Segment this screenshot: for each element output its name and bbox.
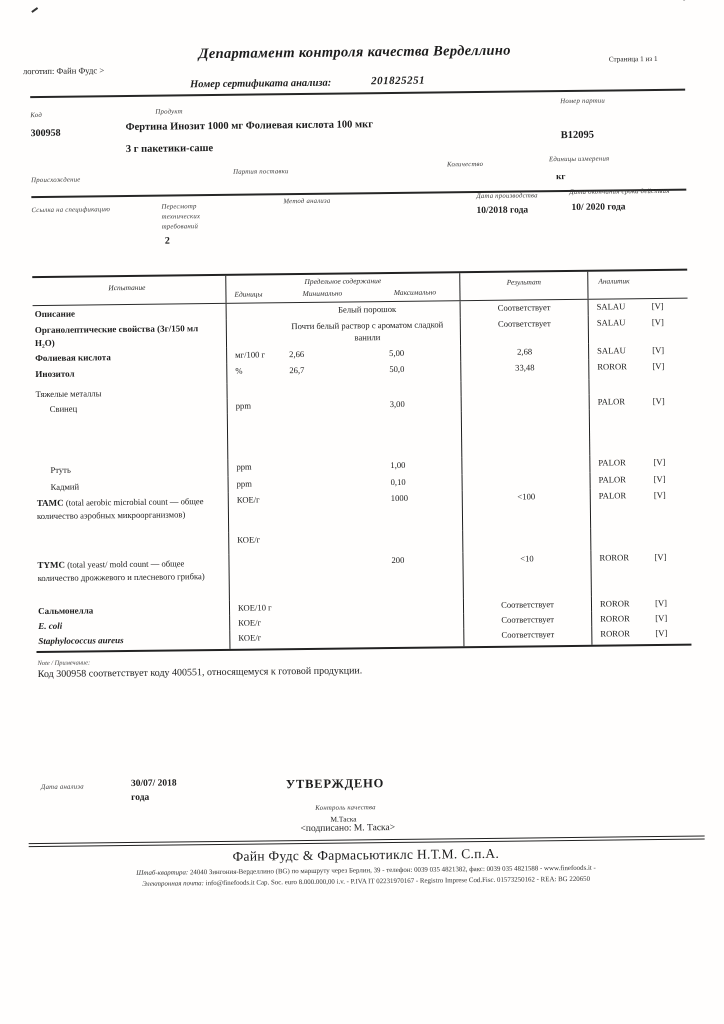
footer-line2 (66, 875, 666, 889)
min-cell: 26,7 (289, 365, 305, 376)
analyst-name: SALAU (597, 345, 626, 356)
page-number: Страница 1 из 1 (608, 54, 658, 64)
certificate-label: Номер сертификата анализа: (190, 77, 332, 91)
limits-cell (227, 411, 462, 460)
analyst-cell (591, 611, 691, 627)
analyst-name: PALOR (597, 396, 626, 407)
col-test: Испытание (108, 282, 146, 293)
supply-batch-label: Партия поставки (233, 168, 289, 176)
limit-text-cell: Почти белый раствор с ароматом сладкой ванили (291, 319, 444, 343)
analyst-cell (588, 359, 688, 380)
min-cell (278, 631, 374, 632)
analyst-cell (589, 409, 690, 456)
revision-value: 2 (164, 235, 170, 247)
method-label: Метод анализа (283, 197, 331, 206)
analyst-name: ROROR (599, 552, 630, 563)
mail-text: info@finefoods.it Cap. Soc. euro 8.000.000,00 i.v. - P.IVA IT 02231970167 - Registro Imprese Cod.Fisc. 01573250162 - REA: BG 220650 (203, 875, 591, 888)
unit-cell: КОЕ/г (238, 632, 262, 644)
product-label: Продукт (155, 108, 183, 116)
qc-label: Контроль качества (315, 804, 376, 812)
max-cell (374, 600, 463, 601)
test-name: Органолептические свойства (3г/150 мл H₂O) (34, 323, 199, 349)
col-unit: Единицы (234, 289, 263, 299)
exp-date-value: 10/ 2020 года (571, 202, 626, 213)
analysis-date-label: Дата анализа (40, 783, 84, 792)
analysis-date-year: года (131, 792, 150, 803)
unit-cell: КОЕ/г (238, 617, 262, 628)
check-mark: [V] (651, 300, 664, 312)
test-name: Инозитол (35, 368, 75, 380)
max-cell: 0,10 (390, 477, 406, 488)
limits-cell (228, 490, 462, 533)
max-cell: 200 (391, 555, 405, 566)
check-mark: [V] (653, 474, 666, 485)
scan-mark (683, 0, 689, 1)
result-cell: <100 (462, 489, 590, 530)
test-name (34, 414, 228, 462)
result-cell (460, 380, 588, 396)
check-mark: [V] (653, 457, 666, 468)
test-name: Свинец (49, 403, 78, 415)
analyst-name: ROROR (599, 598, 630, 609)
test-name: Staphylococcus aureus (38, 635, 124, 647)
analyst-name: ROROR (600, 628, 630, 639)
qc-name: М.Таска (330, 814, 357, 824)
min-cell (276, 414, 372, 415)
analyst-cell (588, 315, 688, 344)
min-cell (277, 555, 373, 566)
min-cell: 2,66 (289, 349, 305, 360)
unit-label: Единицы измерения (548, 155, 610, 164)
unit-cell: мг/100 г (235, 349, 266, 360)
result-cell: 33,48 (460, 360, 588, 381)
max-cell: 3,00 (389, 398, 405, 410)
check-mark: [V] (651, 316, 664, 328)
unit-cell: ppm (236, 461, 252, 472)
min-cell (278, 601, 374, 602)
result-cell: 2,68 (460, 344, 588, 361)
batch-label: Номер партии (560, 97, 606, 106)
test-name: Сальмонелла (37, 605, 94, 617)
analyst-cell (591, 626, 691, 645)
min-cell (276, 460, 372, 471)
test-name: Тяжелые металлы (35, 388, 102, 400)
max-cell (373, 532, 462, 533)
table-row (34, 409, 689, 462)
result-cell: Соответствует (463, 597, 591, 613)
test-name (35, 533, 228, 557)
max-cell (374, 630, 463, 631)
min-cell (277, 477, 373, 488)
hq-label: Штаб-квартира: (136, 869, 189, 877)
max-cell (374, 615, 463, 616)
unit-cell: КОЕ/г (237, 534, 261, 545)
check-mark: [V] (652, 345, 665, 356)
prod-date-value: 10/2018 года (476, 205, 529, 217)
unit-cell (229, 556, 277, 557)
company-name: Файн Фудс & Фармасьютиклс Н.Т.М. С.п.А. (232, 845, 500, 864)
limits-cell (228, 552, 463, 601)
limits-cell (229, 628, 463, 649)
max-cell: 1,00 (390, 460, 406, 471)
test-name: TYMC (total yeast/ mold count — общее количество дрожжевого и плесневого грибка) (37, 558, 205, 584)
result-cell (461, 410, 590, 457)
batch-value: B12095 (560, 129, 594, 142)
exp-date-label: Дата окончания срока действия (569, 187, 670, 196)
unit-cell: % (235, 365, 243, 376)
analyst-name: ROROR (600, 613, 630, 624)
col-limits: Предельное содержание (304, 276, 382, 286)
min-cell (277, 493, 373, 504)
unit-cell (227, 305, 275, 306)
col-min: Минимально (302, 288, 343, 299)
analyst-name: PALOR (598, 474, 627, 485)
limits-cell (226, 317, 460, 348)
analyst-name: ROROR (597, 361, 627, 372)
signature-text: <подписано: М. Таска> (300, 822, 396, 835)
product-format: 3 г пакетики-саше (125, 143, 214, 156)
test-name: Фолиевая кислота (35, 352, 111, 364)
test-name: E. coli (38, 620, 63, 632)
code-label: Код (30, 111, 43, 120)
result-cell (462, 473, 590, 490)
unit-cell: КОЕ/10 г (237, 602, 272, 613)
min-cell (277, 533, 373, 534)
analyst-name: SALAU (596, 301, 626, 312)
approved-stamp: УТВЕРЖДЕНО (285, 776, 385, 792)
limits-cell (228, 530, 462, 555)
result-cell (461, 456, 589, 474)
analyst-name: SALAU (596, 317, 626, 328)
product-name: Фертина Инозит 1000 мг Фолиевая кислота 100 мкг (125, 119, 374, 134)
result-cell (462, 529, 590, 552)
check-mark: [V] (652, 396, 665, 407)
result-cell: <10 (462, 551, 591, 598)
analyst-name: PALOR (598, 490, 627, 501)
limit-text-cell: Белый порошок (337, 303, 397, 315)
analyst-cell (588, 379, 688, 395)
origin-label: Происхождение (31, 176, 81, 185)
scan-mark (31, 7, 38, 13)
unit-cell: ppm (236, 478, 252, 489)
test-name: Описание (34, 308, 76, 320)
max-cell: 50,0 (389, 363, 405, 375)
analyst-cell (588, 299, 688, 316)
result-cell: Соответствует (463, 627, 591, 646)
col-analyst: Аналитик (587, 271, 687, 299)
analyst-cell (589, 455, 689, 473)
unit-cell (228, 416, 276, 417)
hq-text: 24040 Зингония-Верделлино (BG) по маршруту через Берлин, 39 - телефон: 0039 035 4821382, факс: 0039 035 4821588 - www.finefoods.it - (188, 864, 596, 877)
min-cell (276, 399, 372, 410)
analyst-cell (590, 488, 690, 529)
check-mark: [V] (652, 361, 665, 372)
max-cell (371, 383, 460, 384)
note-label: Note / Примечание: (37, 659, 91, 668)
code-value: 300958 (30, 127, 61, 140)
result-cell: Соответствует (460, 316, 588, 346)
result-cell: Соответствует (463, 612, 591, 628)
max-cell (372, 413, 461, 414)
revision-label: Пересмотр технических требований (161, 203, 201, 231)
unit-cell (227, 321, 275, 322)
results-table-body (33, 299, 692, 652)
analysis-date-value: 30/07/ 2018 (130, 778, 177, 789)
analyst-cell (591, 596, 691, 612)
col-max: Максимально (393, 287, 437, 297)
check-mark: [V] (655, 613, 668, 624)
unit-cell (227, 385, 275, 386)
certificate-number: 201825251 (370, 74, 426, 88)
analyst-cell (589, 394, 689, 410)
analyst-cell (590, 472, 690, 489)
note-text: Код 300958 соответствует коду 400551, относящемуся к готовой продукции. (37, 665, 363, 681)
prod-date-label: Дата производства (476, 192, 538, 201)
analyst-cell (590, 550, 691, 597)
min-cell (275, 384, 371, 385)
analyst-name: PALOR (598, 457, 626, 468)
analyst-cell (590, 528, 690, 551)
check-mark: [V] (654, 598, 668, 609)
page-title: Департамент контроля качества Верделлино (198, 42, 511, 63)
check-mark: [V] (654, 552, 667, 563)
check-mark: [V] (653, 490, 666, 501)
col-result: Результат (459, 272, 587, 300)
unit-cell: ppm (235, 400, 252, 411)
table-row (35, 550, 690, 603)
unit-cell: КОЕ/г (236, 494, 260, 505)
quantity-label: Количество (446, 160, 484, 169)
check-mark: [V] (655, 628, 668, 639)
logo-text: логотип: Файн Фудс > (22, 65, 105, 77)
results-table (32, 269, 691, 654)
unit-value: кг (556, 171, 566, 182)
spec-ref-label: Ссылка на спецификацию (31, 206, 111, 215)
test-name: Ртуть (50, 464, 71, 476)
result-cell (461, 395, 589, 411)
test-name: Кадмий (50, 481, 80, 493)
min-cell (278, 616, 374, 617)
result-cell: Соответствует (460, 300, 588, 317)
max-cell: 1000 (390, 493, 409, 504)
mail-label: Электронная почта: (142, 880, 204, 888)
max-cell: 5,00 (389, 347, 405, 359)
analyst-cell (588, 343, 688, 360)
test-name: TAMC (total aerobic microbial count — общее количество аэробных микроорганизмов) (36, 496, 204, 522)
limits-cell (226, 361, 460, 384)
